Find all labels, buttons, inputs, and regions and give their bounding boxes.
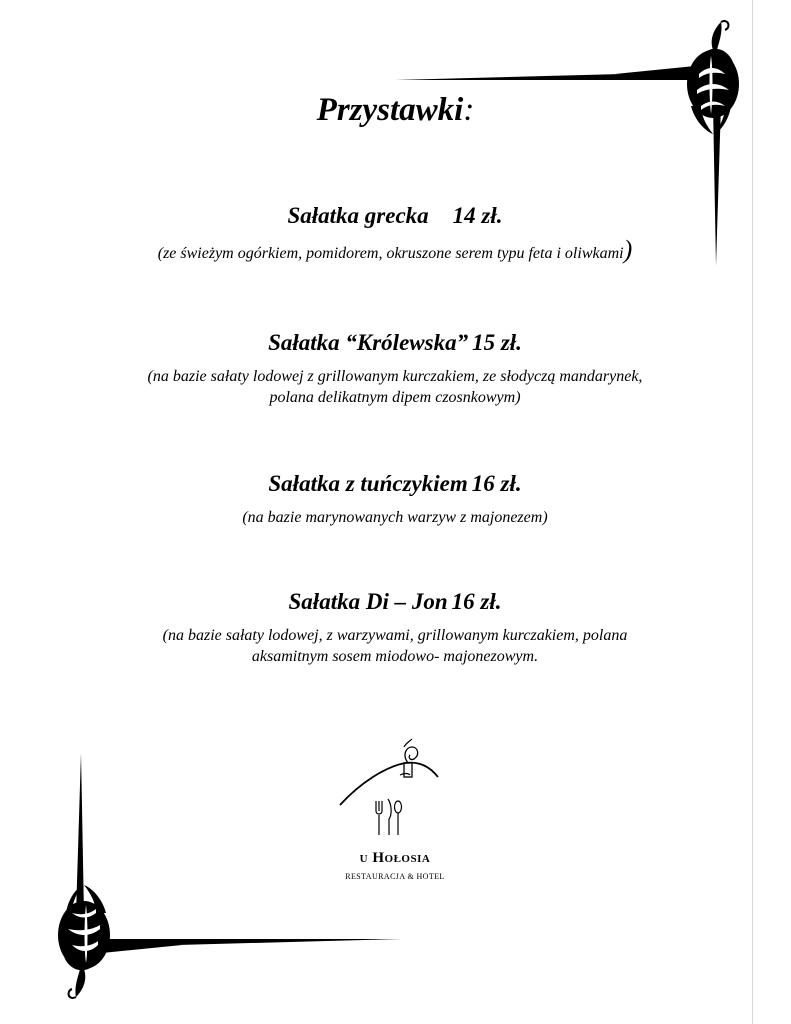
item-price: 14 zł. [452,203,503,228]
description-line: (ze świeżym ogórkiem, pomidorem, okruszone serem typu feta i oliwkami [157,245,624,262]
description-line: (na bazie marynowanych warzyw z majonezem) [242,509,548,526]
knife-icon [388,799,391,835]
item-name: Sałatka z tuńczykiem [268,471,468,496]
item-name: Sałatka grecka [287,203,429,228]
restaurant-logo [330,735,460,885]
menu-item-salatka-grecka [90,203,700,264]
menu-item-salatka-di-jon [90,589,700,667]
page-title [0,92,791,129]
logo-name: u Hołosia [359,850,431,866]
item-description [90,366,700,408]
page-edge-line [752,0,753,1024]
description-line: (na bazie sałaty lodowej, z warzywami, grillowanym kurczakiem, polana [162,627,628,644]
fork-icon [376,801,382,835]
item-name: Sałatka “Królewska” [268,330,469,355]
spoon-icon [395,801,402,835]
item-description [90,625,700,667]
description-line: polana delikatnym dipem czosnkowym) [269,389,521,406]
item-price: 16 zł. [451,589,502,614]
description-line: aksamitnym sosem miodowo- majonezowym. [251,648,539,665]
description-line: (na bazie sałaty lodowej z grillowanym kurczakiem, ze słodyczą mandarynek, [147,368,643,385]
title-colon: : [463,92,475,128]
menu-item-salatka-z-tunczykiem [90,471,700,528]
house-roof-icon [330,735,460,847]
item-description [90,235,700,264]
title-text: Przystawki [316,92,464,128]
menu-item-salatka-krolewska [90,330,700,408]
item-price: 15 zł. [472,330,522,355]
description-closing-paren: ) [623,235,633,264]
item-name: Sałatka Di – Jon [288,589,448,614]
logo-subtitle: RESTAURACJA & HOTEL [345,872,445,881]
item-price: 16 zł. [471,471,522,496]
item-description [90,507,700,528]
